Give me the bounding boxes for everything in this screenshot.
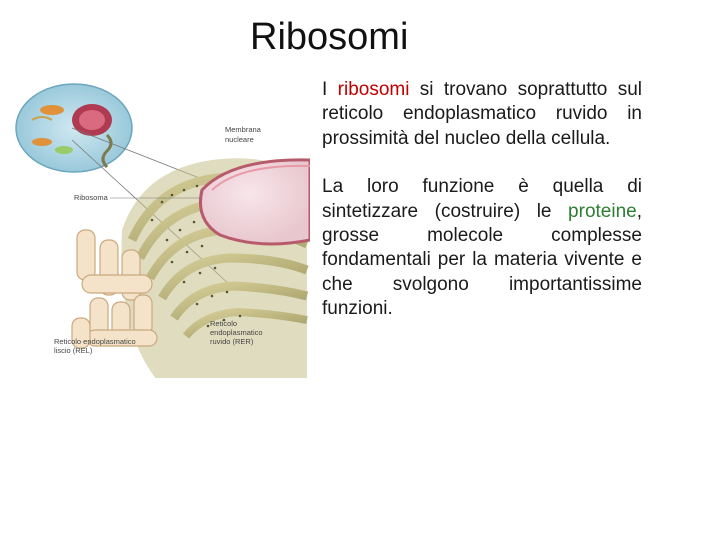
label-membrana: Membrana <box>225 125 261 134</box>
label-nucleare: nucleare <box>225 135 254 144</box>
label-rer-1: Reticolo <box>210 319 238 328</box>
cell-illustration <box>12 80 310 378</box>
paragraph-function: La loro funzione è quella di sintetizzare (costruire) le proteine, grosse molecole complesse fondamentali per la materia vivente e che svolgono importantissime funzioni. <box>322 176 642 320</box>
keyword-proteine: proteine <box>568 200 637 222</box>
keyword-ribosomi: ribosomi <box>337 79 410 100</box>
label-ribosoma: Ribosoma <box>74 193 108 202</box>
label-rel-1: Reticolo endoplasmatico <box>54 337 136 346</box>
paragraph-location: I ribosomi si trovano soprattutto sul reticolo endoplasmatico ruvido in prossimità del nucleo della cellula. <box>322 79 643 149</box>
cell-overview <box>16 84 132 172</box>
label-rer-3: ruvido (RER) <box>210 337 254 346</box>
body-text <box>322 78 642 346</box>
slide-title: Ribosomi <box>250 16 409 58</box>
label-rel-2: liscio (REL) <box>54 346 93 355</box>
label-rer-2: endoplasmatico <box>210 328 263 337</box>
